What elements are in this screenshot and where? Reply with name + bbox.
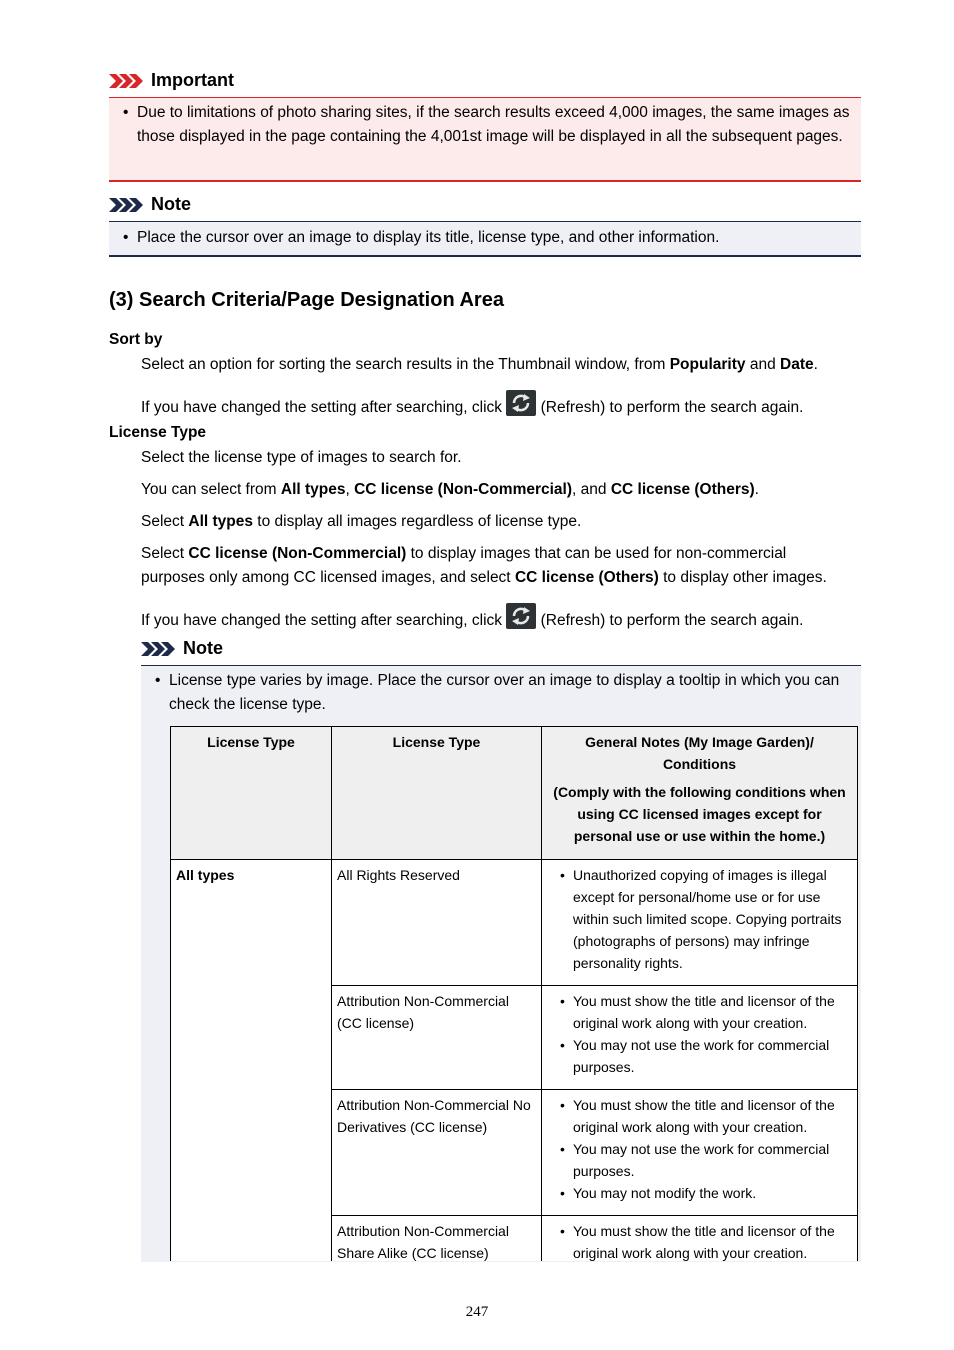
notes-cell: • You must show the title and licensor of the original work along with your creation. • You may not use the work for commercial purposes. • You may not modify the work. (542, 1090, 858, 1216)
license-table (170, 726, 858, 1261)
license-cell: Attribution Non-Commercial (CC license) (332, 986, 542, 1090)
table-row (171, 860, 858, 986)
license-cell: Attribution Non-Commercial No Derivatives (CC license) (332, 1090, 542, 1216)
license-type-p2: You can select from All types, CC license (Non-Commercial), and CC license (Others). (141, 481, 759, 498)
note2-heading: Note (183, 638, 223, 658)
license-type-p4: Select CC license (Non-Commercial) to display images that can be used for non-commercial purposes only among CC licensed images, and select CC license (Others) to display other images. (141, 545, 827, 586)
table-header-row (171, 727, 858, 860)
sort-by-refresh-note: If you have changed the setting after searching, click (Refresh) to perform the search again. (141, 390, 803, 420)
page-number: 247 (465, 1304, 489, 1320)
header-license-type: License Type (171, 727, 332, 860)
header-general-notes: General Notes (My Image Garden)/ Conditions (Comply with the following conditions when using CC licensed images except for personal use or use within the home.) (542, 727, 858, 860)
note-heading: Note (151, 194, 191, 214)
license-type-term: License Type (109, 424, 207, 441)
notes-cell: • You must show the title and licensor of the original work along with your creation. (542, 1216, 858, 1262)
header-license-type-2: License Type (332, 727, 542, 860)
license-cell: Attribution Non-Commercial Share Alike (CC license) (332, 1216, 542, 1262)
license-type-refresh-note: If you have changed the setting after searching, click (Refresh) to perform the search again. (141, 603, 803, 633)
notes-cell: • You must show the title and licensor of the original work along with your creation. • You may not use the work for commercial purposes. (542, 986, 858, 1090)
sort-by-desc: Select an option for sorting the search results in the Thumbnail window, from Popularity and Date. (141, 356, 818, 373)
group-cell: All types (171, 860, 332, 1262)
license-cell: All Rights Reserved (332, 860, 542, 986)
section-title: (3) Search Criteria/Page Designation Area (109, 289, 504, 311)
sort-by-term: Sort by (109, 331, 163, 348)
license-type-p3: Select All types to display all images regardless of license type. (141, 513, 582, 530)
important-heading: Important (151, 70, 234, 90)
notes-cell: • Unauthorized copying of images is illegal except for personal/home use or for use within such limited scope. Copying portraits (photographs of persons) may infringe personality rights. (542, 860, 858, 986)
license-type-p1: Select the license type of images to search for. (141, 449, 462, 466)
